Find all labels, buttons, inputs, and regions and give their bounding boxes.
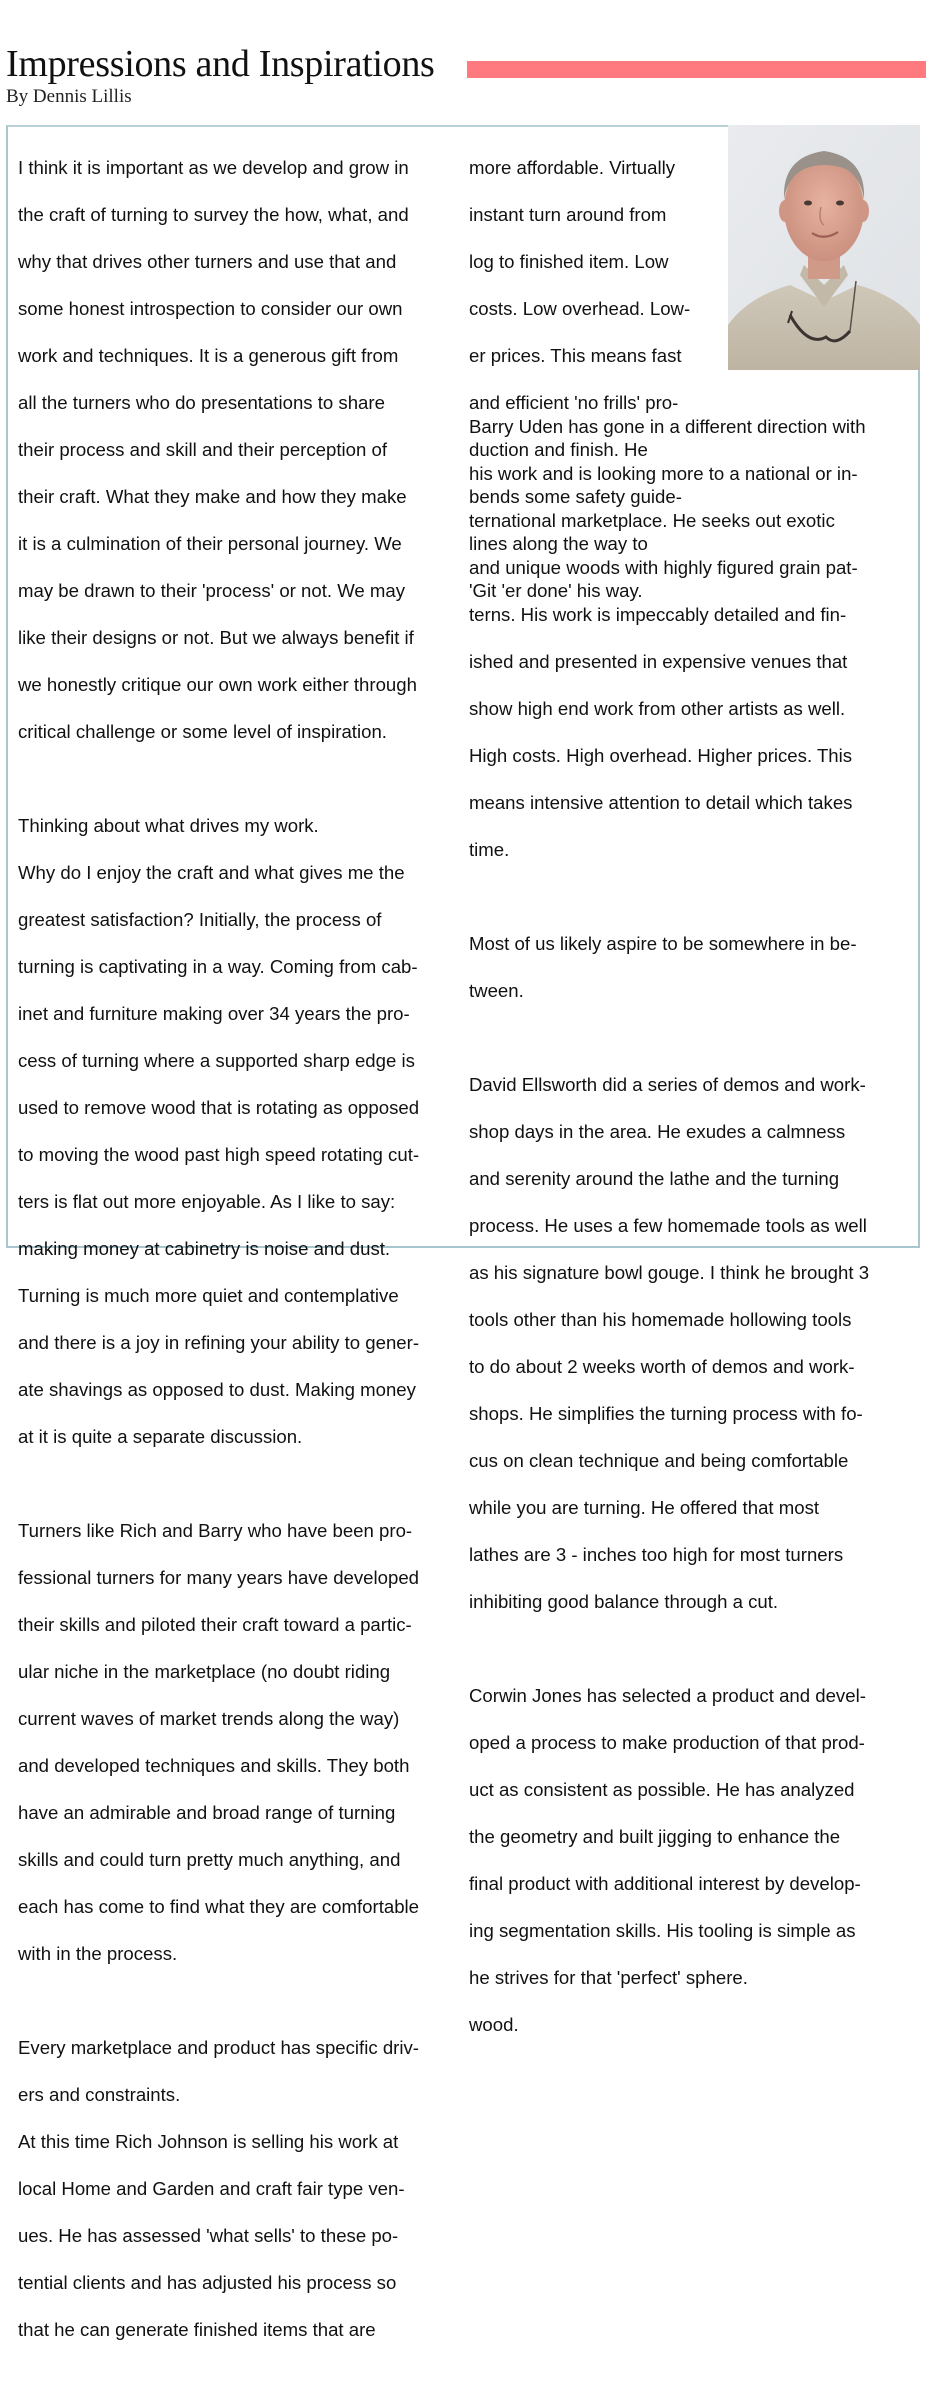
text-line: instant turn around from (469, 203, 667, 225)
text-line: show high end work from other artists as well. (469, 697, 846, 719)
text-line: and efficient 'no frills' pro- (469, 391, 679, 413)
text-line: Corwin Jones has selected a product and devel- (469, 1684, 866, 1706)
paragraph-marketplace (18, 2012, 463, 2365)
text-line: ing segmentation skills. His tooling is simple as (469, 1919, 856, 1941)
text-line: Barry Uden has gone in a different direction with (469, 415, 866, 437)
text-line: tween. (469, 979, 524, 1001)
text-line: lathes are 3 - inches too high for most turners (469, 1543, 844, 1565)
text-line: and unique woods with highly figured grain pat- (469, 556, 858, 578)
text-line: their process and skill and their perception of (18, 438, 387, 460)
text-line: cus on clean technique and being comfortable (469, 1449, 849, 1471)
paragraph-between (469, 908, 914, 1026)
text-line: work and techniques. It is a generous gift from (18, 344, 399, 366)
text-line: local Home and Garden and craft fair type ven- (18, 2177, 405, 2199)
text-line: duction and finish. He (469, 438, 648, 460)
text-line: Thinking about what drives my work. (18, 814, 319, 836)
text-line: Turners like Rich and Barry who have been pro- (18, 1519, 413, 1541)
text-line: ate shavings as opposed to dust. Making money (18, 1378, 416, 1400)
text-line: At this time Rich Johnson is selling his work at (18, 2130, 399, 2152)
text-line: he strives for that 'perfect' sphere. (469, 1966, 748, 1988)
paragraph-intro (18, 132, 463, 767)
text-line: their craft. What they make and how they make (18, 485, 407, 507)
text-line: Why do I enjoy the craft and what gives me the (18, 861, 405, 883)
text-line: time. (469, 838, 510, 860)
text-line: with in the process. (18, 1942, 178, 1964)
text-line: each has come to find what they are comfortable (18, 1895, 420, 1917)
text-line: as his signature bowl gouge. I think he brought 3 (469, 1261, 870, 1283)
text-line: may be drawn to their 'process' or not. We may (18, 579, 406, 601)
text-line: like their designs or not. But we always benefit if (18, 626, 414, 648)
text-line: inhibiting good balance through a cut. (469, 1590, 779, 1612)
text-line: and developed techniques and skills. They both (18, 1754, 410, 1776)
text-line: skills and could turn pretty much anything, and (18, 1848, 401, 1870)
paragraph-barry (469, 391, 914, 885)
text-line: log to finished item. Low (469, 250, 669, 272)
text-line: fessional turners for many years have developed (18, 1566, 420, 1588)
text-line: inet and furniture making over 34 years the pro- (18, 1002, 410, 1024)
text-line: cess of turning where a supported sharp edge is (18, 1049, 415, 1071)
text-line: to do about 2 weeks worth of demos and work- (469, 1355, 855, 1377)
text-line: means intensive attention to detail which takes (469, 791, 853, 813)
text-line: terns. His work is impeccably detailed and fin- (469, 603, 847, 625)
text-line: to moving the wood past high speed rotating cut- (18, 1143, 420, 1165)
text-line: it is a culmination of their personal journey. We (18, 532, 402, 554)
text-line: turning is captivating in a way. Coming from cab- (18, 955, 418, 977)
text-line: lines along the way to (469, 532, 648, 554)
text-line: Most of us likely aspire to be somewhere in be- (469, 932, 857, 954)
text-line: David Ellsworth did a series of demos and work- (469, 1073, 866, 1095)
text-line: making money at cabinetry is noise and dust. (18, 1237, 391, 1259)
paragraph-turners (18, 1495, 463, 1989)
paragraph-corwin (469, 1660, 914, 2060)
text-line: more affordable. Virtually (469, 156, 676, 178)
text-line: critical challenge or some level of inspiration. (18, 720, 387, 742)
text-line: bends some safety guide- (469, 485, 682, 507)
text-line: we honestly critique our own work either through (18, 673, 417, 695)
text-line: and serenity around the lathe and the turning (469, 1167, 840, 1189)
text-line: final product with additional interest by develop- (469, 1872, 861, 1894)
author-photo (728, 125, 920, 370)
article-title: Impressions and Inspirations (6, 43, 435, 85)
left-column (18, 132, 463, 2388)
text-line: ternational marketplace. He seeks out exotic (469, 509, 835, 531)
text-line: oped a process to make production of that prod- (469, 1731, 865, 1753)
text-line: ished and presented in expensive venues that (469, 650, 848, 672)
paragraph-drives (18, 790, 463, 1472)
accent-bar (467, 61, 926, 78)
text-line: shops. He simplifies the turning process with fo- (469, 1402, 863, 1424)
text-line: tools other than his homemade hollowing tools (469, 1308, 852, 1330)
text-line: 'Git 'er done' his way. (469, 579, 643, 601)
text-line: while you are turning. He offered that most (469, 1496, 820, 1518)
text-line: the geometry and built jigging to enhance the (469, 1825, 841, 1847)
text-line: current waves of market trends along the way) (18, 1707, 400, 1729)
text-line: why that drives other turners and use that and (18, 250, 397, 272)
text-line: some honest introspection to consider our own (18, 297, 403, 319)
text-line: greatest satisfaction? Initially, the process of (18, 908, 382, 930)
text-line: process. He uses a few homemade tools as well (469, 1214, 867, 1236)
text-line: ters is flat out more enjoyable. As I like to say: (18, 1190, 396, 1212)
text-line: er prices. This means fast (469, 344, 682, 366)
author-byline: By Dennis Lillis (6, 86, 132, 107)
text-line: I think it is important as we develop and grow in (18, 156, 409, 178)
text-line: the craft of turning to survey the how, what, and (18, 203, 409, 225)
text-line: that he can generate finished items that are (18, 2318, 376, 2340)
text-line: at it is quite a separate discussion. (18, 1425, 303, 1447)
paragraph-ellsworth (469, 1049, 914, 1637)
text-line: Turning is much more quiet and contemplative (18, 1284, 399, 1306)
text-line: wood. (469, 2013, 519, 2035)
text-line: ers and constraints. (18, 2083, 181, 2105)
text-line: his work and is looking more to a national or in- (469, 462, 858, 484)
text-line: tential clients and has adjusted his process so (18, 2271, 397, 2293)
text-line: used to remove wood that is rotating as opposed (18, 1096, 420, 1118)
right-column (469, 391, 914, 2083)
text-line: ues. He has assessed 'what sells' to these po- (18, 2224, 399, 2246)
text-line: High costs. High overhead. Higher prices. This (469, 744, 853, 766)
text-line: all the turners who do presentations to share (18, 391, 385, 413)
text-line: and there is a joy in refining your ability to gener- (18, 1331, 420, 1353)
text-line: ular niche in the marketplace (no doubt riding (18, 1660, 391, 1682)
portrait-image (728, 125, 920, 370)
text-line: have an admirable and broad range of turning (18, 1801, 396, 1823)
text-line: uct as consistent as possible. He has analyzed (469, 1778, 855, 1800)
text-line: costs. Low overhead. Low- (469, 297, 691, 319)
text-line: shop days in the area. He exudes a calmness (469, 1120, 846, 1142)
text-line: Every marketplace and product has specific driv- (18, 2036, 419, 2058)
text-line: their skills and piloted their craft toward a partic- (18, 1613, 412, 1635)
